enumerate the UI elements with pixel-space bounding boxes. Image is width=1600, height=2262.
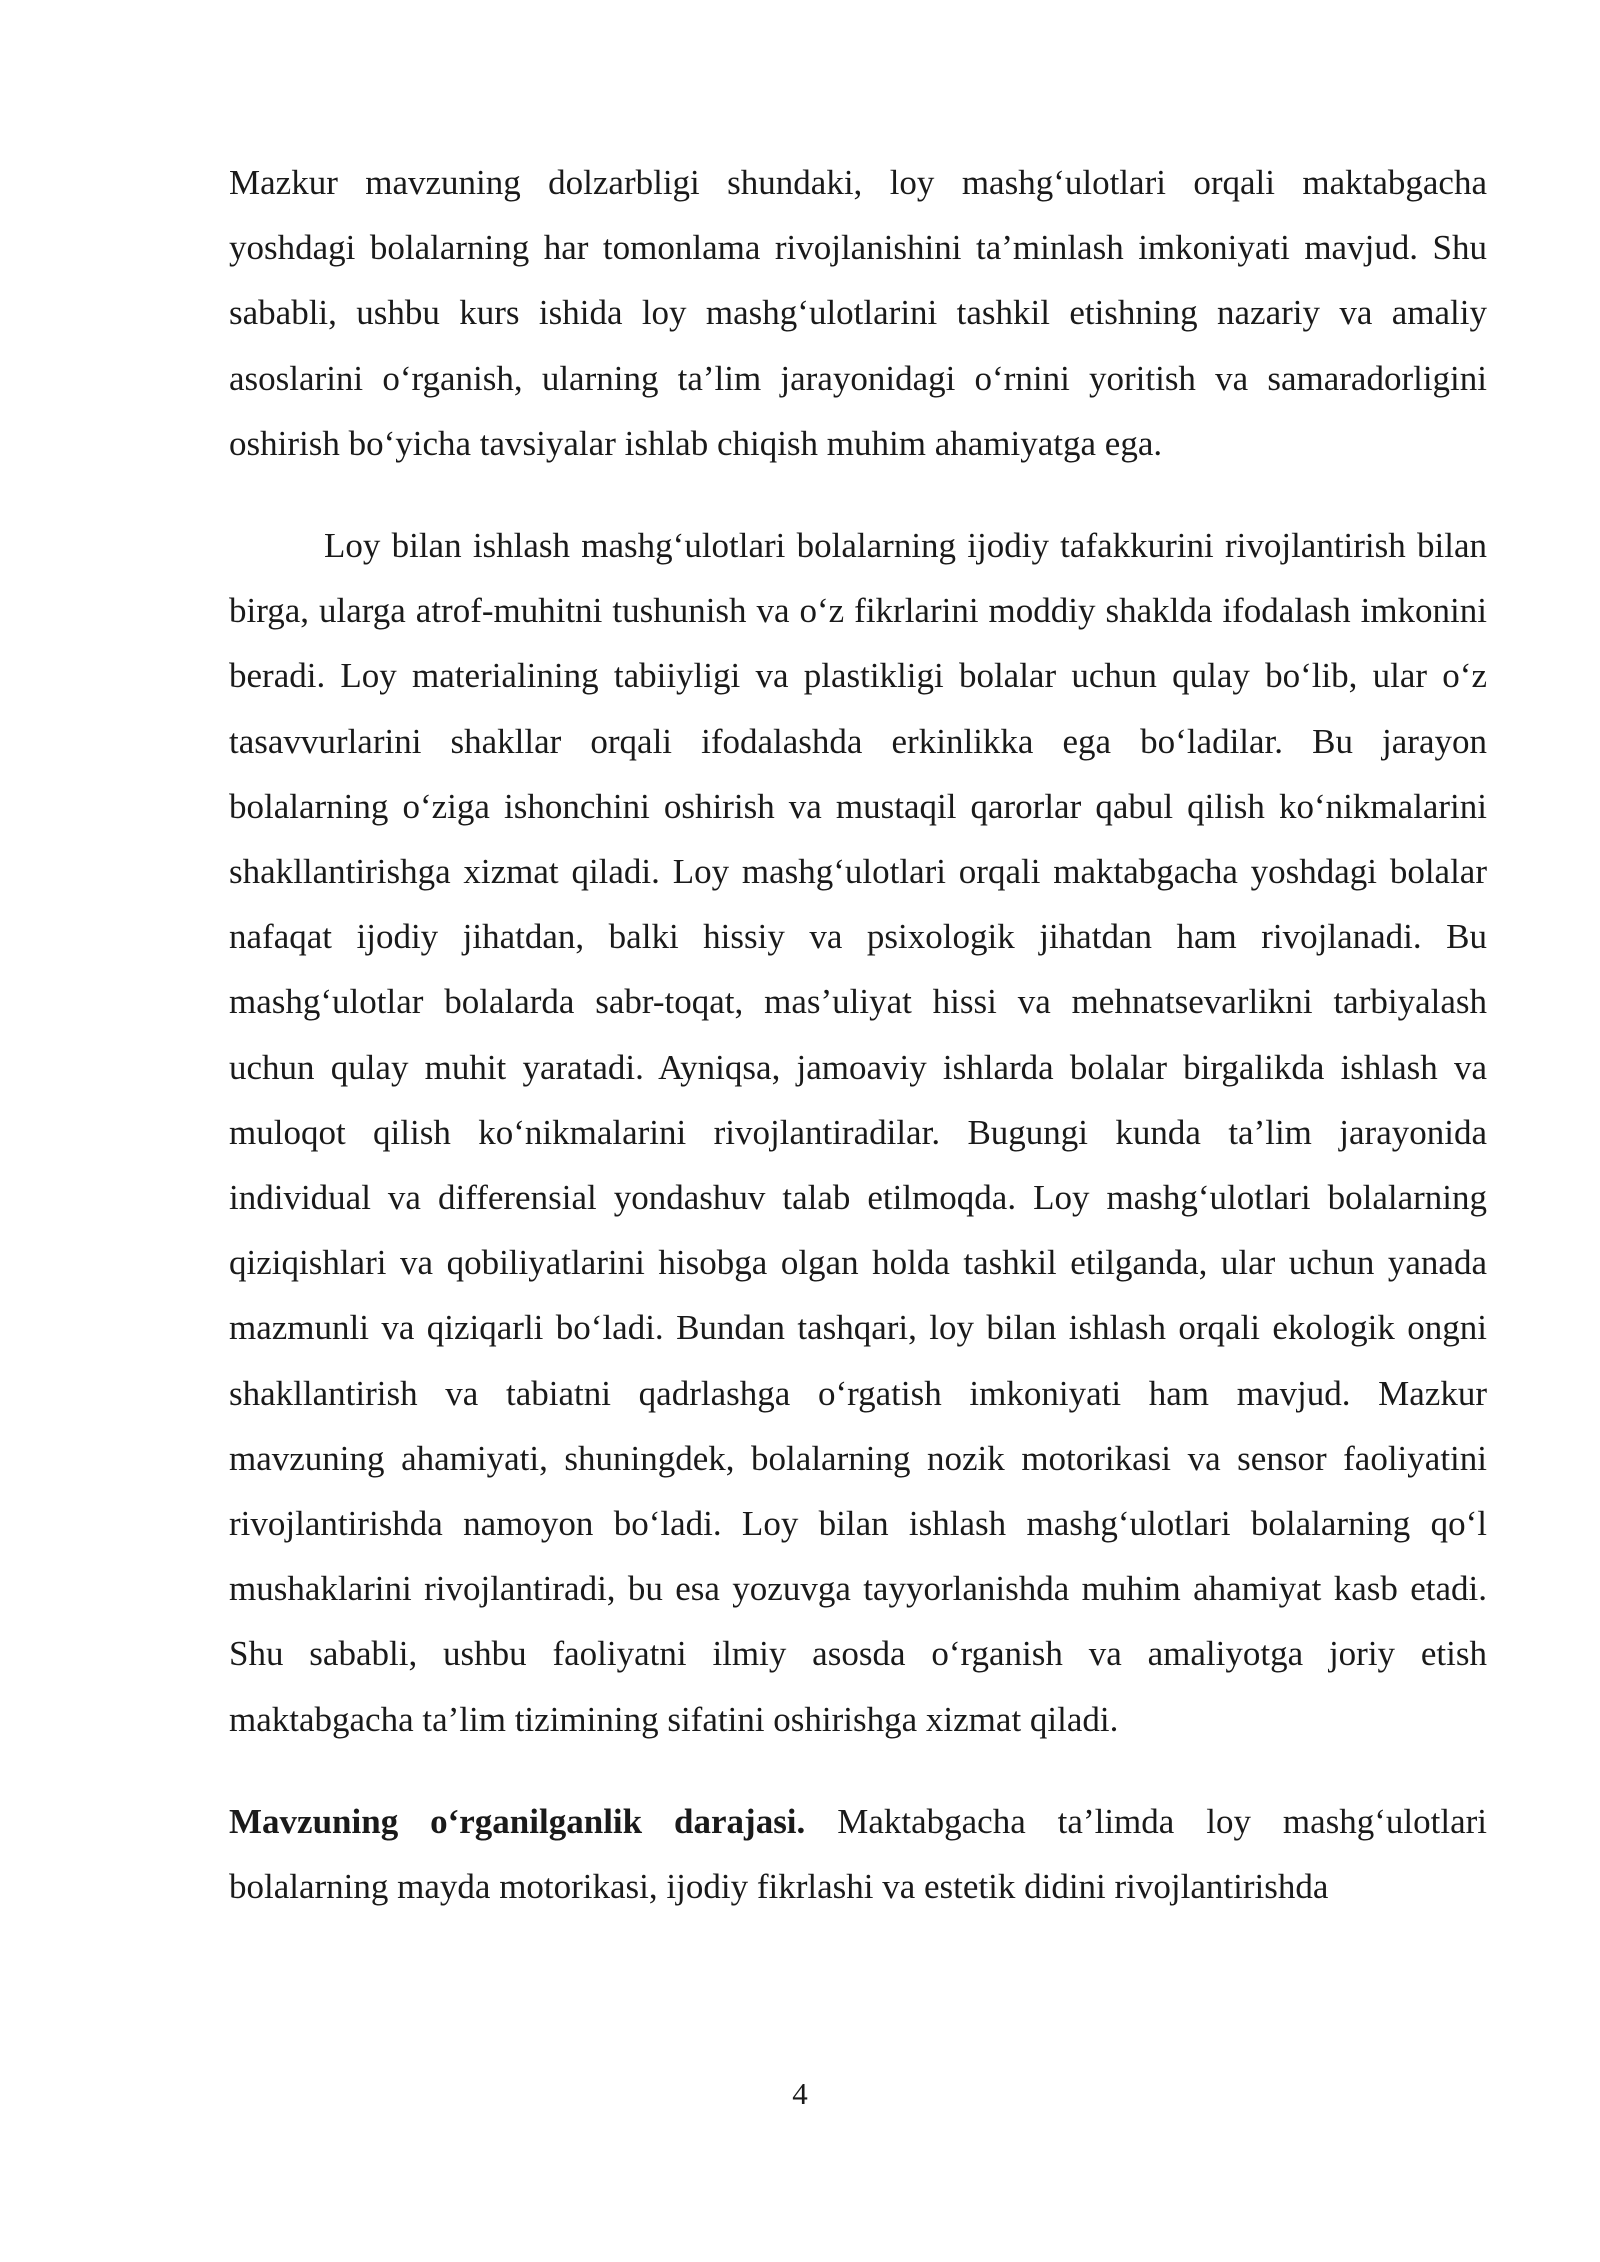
paragraph-clay-activities [229, 513, 1487, 1752]
page-number: 4 [792, 2076, 808, 2111]
document-body [229, 150, 1487, 1919]
section-heading: Mavzuning o‘rganilganlik darajasi. [229, 1801, 806, 1841]
paragraph-text: Maktabgacha ta’limda loy mashg‘ulotlari bolalarning mayda motorikasi, ijodiy fikrlashi va estetik didini rivojlantirishda [229, 1801, 1488, 1907]
paragraph-study-level [229, 1789, 1487, 1919]
paragraph-relevance [229, 150, 1487, 476]
paragraph-text: Loy bilan ishlash mashg‘ulotlari bolalarning ijodiy tafakkurini rivojlantirish bilan birga, ularga atrof-muhitni tushunish va o‘z fikrlarini moddiy shaklda ifodalash imkonini beradi. Loy materialining tabiiyligi va plastikligi bolalar uchun qulay bo‘lib, ular o‘z tasavvurlarini shakllar orqali ifodalashda erkinlikka ega bo‘ladilar. Bu jarayon bolalarning o‘ziga ishonchini oshirish va mustaqil qarorlar qabul qilish ko‘nikmalarini shakllantirishga xizmat qiladi. Loy mashg‘ulotlari orqali maktabgacha yoshdagi bolalar nafaqat ijodiy jihatdan, balki hissiy va psixologik jihatdan ham rivojlanadi. Bu mashg‘ulotlar bolalarda sabr-toqat, mas’uliyat hissi va mehnatsevarlikni tarbiyalash uchun qulay muhit yaratadi. Ayniqsa, jamoaviy ishlarda bolalar birgalikda ishlash va muloqot qilish ko‘nikmalarini rivojlantiradilar. Bugungi kunda ta’lim jarayonida individual va differensial yondashuv talab etilmoqda. Loy mashg‘ulotlari bolalarning qiziqishlari va qobiliyatlarini hisobga olgan holda tashkil etilganda, ular uchun yanada mazmunli va qiziqarli bo‘ladi. Bundan tashqari, loy bilan ishlash orqali ekologik ongni shakllantirish va tabiatni qadrlashga o‘rgatish imkoniyati ham mavjud. Mazkur mavzuning ahamiyati, shuningdek, bolalarning nozik motorikasi va sensor faoliyatini rivojlantirishda namoyon bo‘ladi. Loy bilan ishlash mashg‘ulotlari bolalarning qo‘l mushaklarini rivojlantiradi, bu esa yozuvga tayyorlanishda muhim ahamiyat kasb etadi. Shu sababli, ushbu faoliyatni ilmiy asosda o‘rganish va amaliyotga joriy etish maktabgacha ta’lim tizimining sifatini oshirishga xizmat qiladi. [229, 526, 1487, 1739]
paragraph-text: Mazkur mavzuning dolzarbligi shundaki, loy mashg‘ulotlari orqali maktabgacha yoshdagi bolalarning har tomonlama rivojlanishini ta’minlash imkoniyati mavjud. Shu sababli, ushbu kurs ishida loy mashg‘ulotlarini tashkil etishning nazariy va amaliy asoslarini o‘rganish, ularning ta’lim jarayonidagi o‘rnini yoritish va samaradorligini oshirish bo‘yicha tavsiyalar ishlab chiqish muhim ahamiyatga ega. [229, 163, 1487, 463]
